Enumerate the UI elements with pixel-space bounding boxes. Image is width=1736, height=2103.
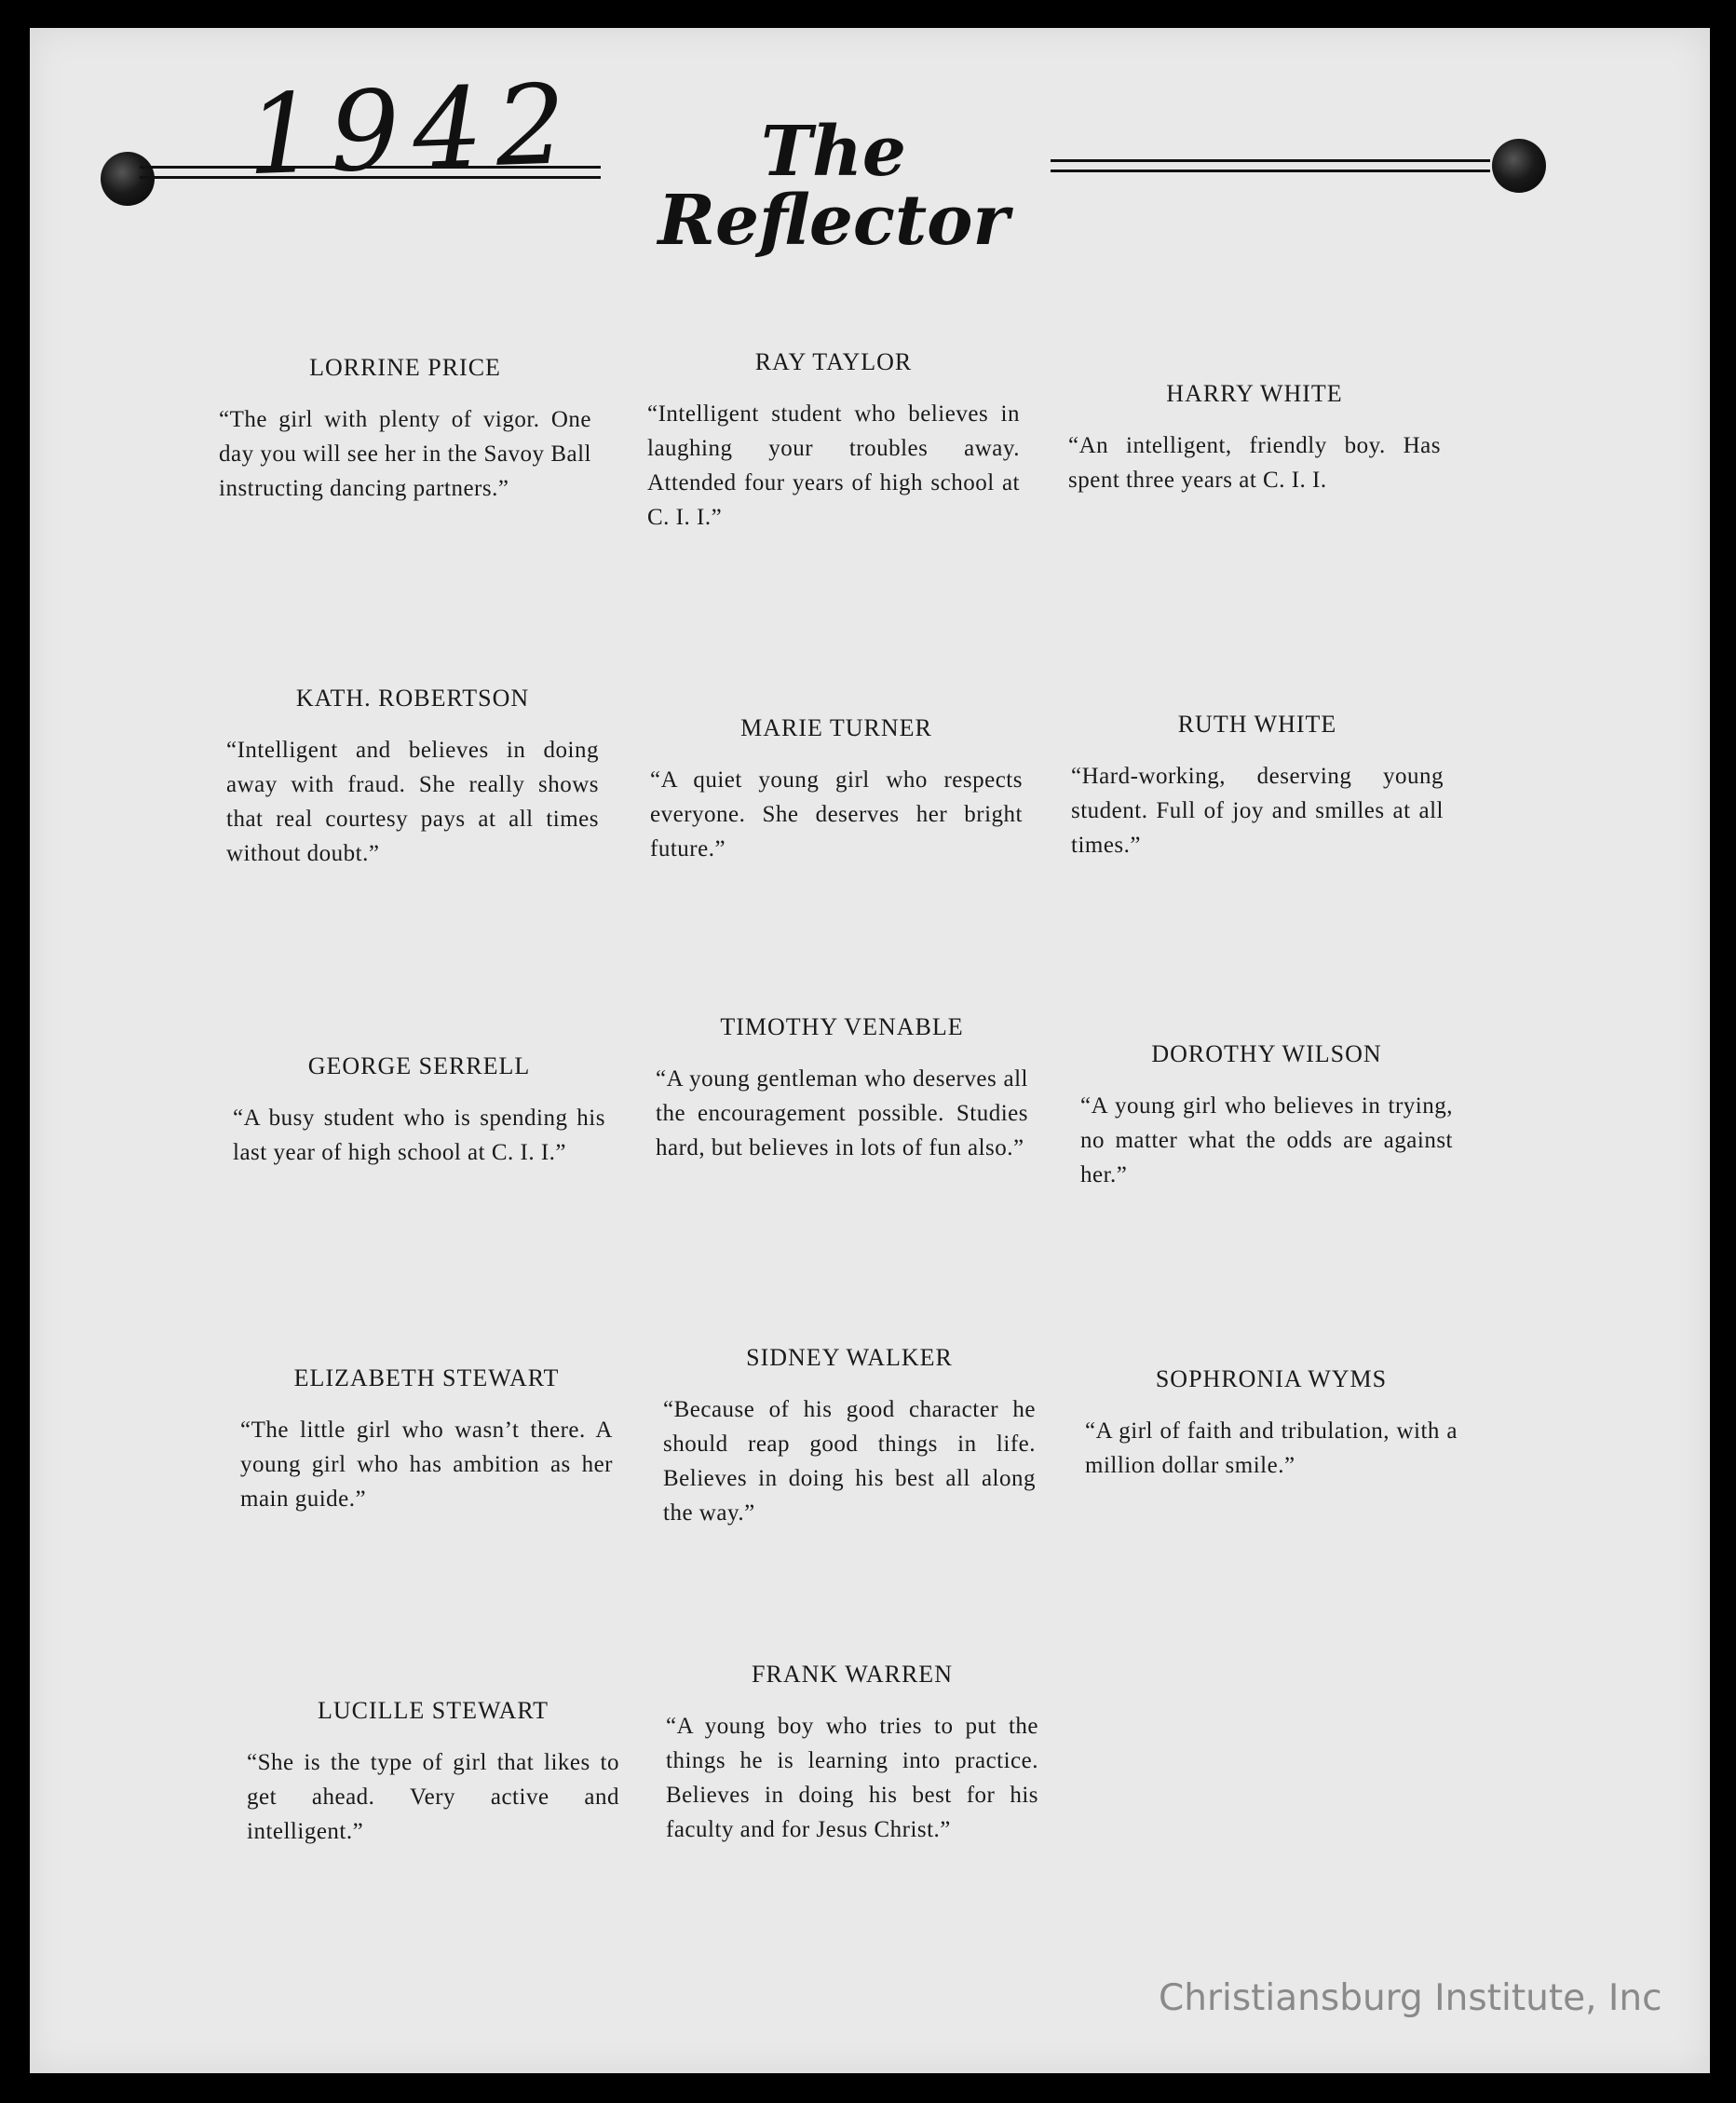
entry-quote: “Hard-working, deserving young student. Full of joy and smilles at all times.”: [1071, 764, 1444, 858]
entry-quote: “A quiet young girl who respects everyone. She deserves her bright future.”: [650, 767, 1023, 862]
entry-name: LUCILLE STEWART: [317, 1697, 549, 1724]
entry-name: LORRINE PRICE: [309, 354, 501, 381]
ornament-rule-left: [140, 166, 601, 179]
entry-quote: “She is the type of girl that likes to get ahead. Very active and intelligent.”: [247, 1750, 619, 1844]
entry-quote: “A busy student who is spending his last year of high school at C. I. I.”: [233, 1106, 605, 1165]
entry-george-serrell: [233, 1052, 605, 1170]
entry-name: ELIZABETH STEWART: [293, 1364, 560, 1391]
entry-elizabeth-stewart: [240, 1364, 613, 1516]
watermark: Christiansburg Institute, Inc: [1159, 1977, 1662, 2019]
entry-sidney-walker: [663, 1344, 1036, 1530]
entry-quote: “Because of his good character he should reap good things in life. Believes in doing his best all along the way.”: [663, 1397, 1036, 1526]
ornament-ball-right: [1492, 139, 1546, 193]
entry-quote: “A young girl who believes in trying, no matter what the odds are against her.”: [1080, 1093, 1453, 1187]
entry-quote: “An intelligent, friendly boy. Has spent three years at C. I. I.: [1068, 433, 1441, 493]
entry-name: RUTH WHITE: [1177, 711, 1337, 738]
entry-quote: “A young boy who tries to put the things he is learning into practice. Believes in doing his best for his faculty and for Jesus Christ.”: [666, 1714, 1038, 1842]
ornament-rule-right: [1051, 159, 1490, 172]
page-title: The Reflector: [658, 112, 1010, 261]
handwritten-year: 1942: [244, 59, 581, 200]
entry-name: KATH. ROBERTSON: [295, 685, 530, 712]
entry-sophronia-wyms: [1085, 1365, 1458, 1483]
ornament-ball-left: [101, 152, 155, 206]
entry-marie-turner: [650, 714, 1023, 866]
entry-timothy-venable: [656, 1013, 1028, 1165]
entry-name: DOROTHY WILSON: [1151, 1040, 1382, 1067]
entry-quote: “A young gentleman who deserves all the encouragement possible. Studies hard, but believes in lots of fun also.”: [656, 1066, 1028, 1160]
entry-name: MARIE TURNER: [740, 714, 932, 741]
entry-ray-taylor: [647, 348, 1020, 535]
entry-kath-robertson: [226, 685, 599, 871]
entry-lorrine-price: [219, 354, 591, 506]
entry-harry-white: [1068, 380, 1441, 497]
entry-lucille-stewart: [247, 1697, 619, 1849]
entry-quote: “The girl with plenty of vigor. One day you will see her in the Savoy Ball instructing dancing partners.”: [219, 407, 591, 501]
entry-name: HARRY WHITE: [1166, 380, 1343, 407]
entry-name: TIMOTHY VENABLE: [720, 1013, 964, 1040]
entry-quote: “Intelligent student who believes in laughing your troubles away. Attended four years of high school at C. I. I.”: [647, 401, 1020, 530]
entry-quote: “Intelligent and believes in doing away with fraud. She really shows that real courtesy pays at all times without doubt.”: [226, 738, 599, 866]
entry-frank-warren: [666, 1661, 1038, 1847]
entry-name: GEORGE SERRELL: [307, 1052, 531, 1079]
entry-dorothy-wilson: [1080, 1040, 1453, 1192]
entry-quote: “A girl of faith and tribulation, with a million dollar smile.”: [1085, 1418, 1458, 1478]
entry-name: SIDNEY WALKER: [746, 1344, 953, 1371]
entry-ruth-white: [1071, 711, 1444, 862]
entry-quote: “The little girl who wasn’t there. A young girl who has ambition as her main guide.”: [240, 1418, 613, 1512]
entry-name: FRANK WARREN: [752, 1661, 953, 1688]
entry-name: RAY TAYLOR: [754, 348, 913, 375]
entry-name: SOPHRONIA WYMS: [1155, 1365, 1388, 1392]
